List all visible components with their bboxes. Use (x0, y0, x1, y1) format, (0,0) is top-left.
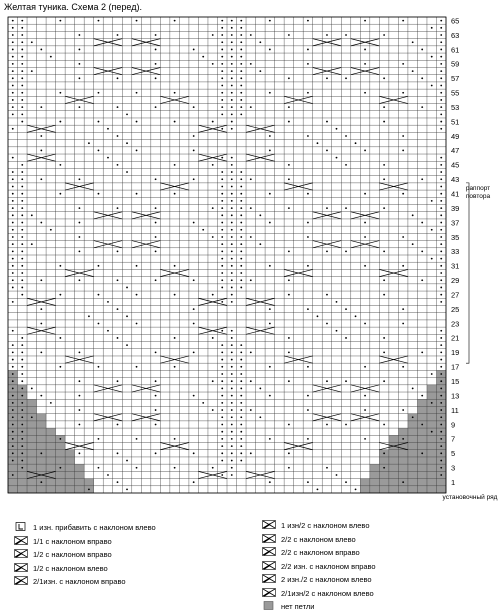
no-stitch-cell (65, 457, 75, 464)
legend-item (262, 573, 376, 587)
no-stitch-cell (427, 486, 437, 493)
row-number: 7 (451, 434, 456, 444)
legend-text: 2/2 изн. с наклоном вправо (281, 561, 376, 571)
legend-item (14, 521, 156, 535)
row-number: 49 (451, 131, 460, 141)
no-stitch-cell (46, 486, 56, 493)
no-stitch-cell (417, 428, 427, 435)
cross-2p-2-left-icon (262, 574, 281, 585)
no-stitch-cell (46, 479, 56, 486)
no-stitch-cell (37, 486, 47, 493)
no-stitch-cell (46, 457, 56, 464)
no-stitch-cell (46, 428, 56, 435)
no-stitch-cell (379, 457, 389, 464)
no-stitch-cell (370, 486, 380, 493)
row-number: 35 (451, 232, 460, 242)
no-stitch-cell (427, 457, 437, 464)
no-stitch-cell (360, 486, 370, 493)
chart-title: Желтая туника. Схема 2 (перед). (4, 2, 142, 12)
no-stitch-cell (18, 479, 28, 486)
cross-2-2-left-icon (262, 534, 281, 545)
repeat-bracket (466, 183, 469, 363)
cross-2-2-right-icon (262, 547, 281, 558)
no-stitch-cell (436, 486, 446, 493)
legend-item (14, 548, 156, 562)
legend-text: нет петли (281, 602, 315, 612)
row-number: 57 (451, 74, 460, 84)
legend-item (14, 562, 156, 576)
no-stitch-cell (417, 399, 427, 406)
no-stitch-cell (65, 450, 75, 457)
no-stitch-cell (379, 471, 389, 478)
no-stitch-cell (46, 443, 56, 450)
no-stitch-cell (27, 435, 37, 442)
no-stitch-cell (427, 450, 437, 457)
legend-text: 1/2 с наклоном влево (33, 563, 108, 573)
row-number: 43 (451, 175, 460, 185)
no-stitch-cell (417, 486, 427, 493)
row-number: 45 (451, 160, 460, 170)
no-stitch-cell (8, 486, 18, 493)
no-stitch-cell (427, 443, 437, 450)
no-stitch-cell (46, 464, 56, 471)
legend-item (262, 519, 376, 533)
legend-item (262, 560, 376, 574)
legend-item (262, 600, 376, 614)
no-stitch-cell (427, 385, 437, 392)
no-stitch-cell (389, 435, 399, 442)
legend-item (14, 535, 156, 549)
cross-2-1p-right-icon (14, 576, 33, 587)
legend-left (14, 521, 156, 589)
legend-text: 1/1 с наклоном вправо (33, 536, 112, 546)
no-stitch-cell (398, 428, 408, 435)
row-number: 55 (451, 88, 460, 98)
no-stitch-cell (27, 450, 37, 457)
no-stitch-cell (408, 486, 418, 493)
no-stitch-cell (417, 435, 427, 442)
no-stitch-cell (37, 457, 47, 464)
no-stitch-cell (427, 392, 437, 399)
row-number: 59 (451, 59, 460, 69)
no-stitch-cell (360, 479, 370, 486)
no-stitch-cell (398, 471, 408, 478)
row-number: 9 (451, 420, 456, 430)
legend-text: 2 изн./2 с наклоном влево (281, 575, 372, 585)
no-stitch-cell (417, 464, 427, 471)
no-stitch-cell (427, 435, 437, 442)
no-stitch-cell (37, 443, 47, 450)
no-stitch-cell (370, 464, 380, 471)
row-number: 17 (451, 362, 460, 372)
no-stitch-cell (398, 464, 408, 471)
no-stitch-cell (27, 464, 37, 471)
no-stitch-cell (427, 414, 437, 421)
no-stitch-cell (427, 464, 437, 471)
row-numbers (451, 16, 459, 487)
row-number: 27 (451, 290, 460, 300)
no-stitch-cell (370, 471, 380, 478)
legend-text: 2/1изн. с наклоном вправо (33, 577, 126, 587)
no-stitch-cell (389, 479, 399, 486)
no-stitch-cell (27, 428, 37, 435)
no-stitch-cell (84, 479, 94, 486)
legend-item (14, 575, 156, 589)
no-stitch-cell (408, 421, 418, 428)
no-stitch-cell (389, 486, 399, 493)
no-stitch-cell (56, 443, 66, 450)
no-stitch-cell (8, 479, 18, 486)
chart-grid (8, 17, 446, 493)
legend-text: 1 изн. прибавить с наклоном влево (33, 523, 156, 533)
increase-left-icon (14, 522, 33, 533)
no-stitch-cell (408, 450, 418, 457)
legend-text: 2/1изн/2 с наклоном влево (281, 588, 374, 598)
row-number: 1 (451, 477, 456, 487)
row-number: 15 (451, 377, 460, 387)
no-stitch-cell (37, 464, 47, 471)
no-stitch-cell (46, 450, 56, 457)
no-stitch-cell (389, 464, 399, 471)
no-stitch-cell (408, 435, 418, 442)
row-number: 47 (451, 146, 460, 156)
no-stitch-cell (408, 471, 418, 478)
legend-text: 1/2 с наклоном вправо (33, 550, 112, 560)
row-number: 23 (451, 319, 460, 329)
no-stitch-cell (389, 471, 399, 478)
no-stitch-cell (65, 479, 75, 486)
row-number: 19 (451, 348, 460, 358)
no-stitch-cell (56, 486, 66, 493)
row-number: 63 (451, 30, 460, 40)
no-stitch-cell (417, 457, 427, 464)
no-stitch-cell (46, 435, 56, 442)
no-stitch-cell (56, 471, 66, 478)
no-stitch-cell (27, 406, 37, 413)
setup-row-label: установочный ряд (442, 494, 498, 501)
no-stitch-cell (27, 443, 37, 450)
no-stitch-cell (398, 457, 408, 464)
row-number: 13 (451, 391, 460, 401)
no-stitch-cell (379, 486, 389, 493)
no-stitch-cell (37, 421, 47, 428)
no-stitch-cell (18, 471, 28, 478)
no-stitch-cell (427, 421, 437, 428)
no-stitch-cell (436, 479, 446, 486)
row-number: 21 (451, 333, 460, 343)
no-stitch-cell (417, 414, 427, 421)
row-number: 41 (451, 189, 460, 199)
no-stitch-cell (27, 399, 37, 406)
no-stitch-cell (389, 457, 399, 464)
no-stitch-cell (56, 479, 66, 486)
legend-item (262, 546, 376, 560)
no-stitch-cell (408, 464, 418, 471)
cross-1-1-right-icon (14, 536, 33, 547)
no-stitch-cell (18, 486, 28, 493)
no-stitch-cell (408, 479, 418, 486)
row-number: 33 (451, 247, 460, 257)
no-stitch-icon (262, 601, 281, 612)
row-number: 61 (451, 45, 460, 55)
row-number: 25 (451, 304, 460, 314)
no-stitch-cell (37, 428, 47, 435)
row-number: 31 (451, 261, 460, 271)
legend-item (262, 587, 376, 601)
no-stitch-cell (65, 486, 75, 493)
no-stitch-cell (370, 479, 380, 486)
row-number: 51 (451, 117, 460, 127)
cross-1-2-left-icon (14, 563, 33, 574)
no-stitch-cell (56, 450, 66, 457)
no-stitch-cell (27, 486, 37, 493)
cross-2-2p-right-icon (262, 561, 281, 572)
repeat-label: раппорт повтора (465, 185, 491, 200)
no-stitch-cell (408, 457, 418, 464)
no-stitch-cell (65, 471, 75, 478)
no-stitch-cell (389, 450, 399, 457)
legend-text: 1 изн/2 с наклоном влево (281, 521, 370, 531)
legend-item (262, 533, 376, 547)
no-stitch-cell (65, 464, 75, 471)
legend-text: 2/2 с наклоном вправо (281, 548, 360, 558)
legend-text: 2/2 с наклоном влево (281, 534, 356, 544)
no-stitch-cell (37, 414, 47, 421)
no-stitch-cell (417, 479, 427, 486)
no-stitch-cell (398, 486, 408, 493)
row-number: 3 (451, 463, 456, 473)
no-stitch-cell (417, 406, 427, 413)
row-number: 29 (451, 276, 460, 286)
no-stitch-cell (379, 479, 389, 486)
cross-1-2-right-icon (14, 549, 33, 560)
no-stitch-cell (56, 457, 66, 464)
legend-right (262, 519, 376, 614)
no-stitch-cell (75, 479, 85, 486)
no-stitch-cell (427, 479, 437, 486)
no-stitch-cell (408, 443, 418, 450)
no-stitch-cell (398, 450, 408, 457)
no-stitch-cell (408, 428, 418, 435)
no-stitch-cell (27, 457, 37, 464)
no-stitch-cell (75, 486, 85, 493)
no-stitch-cell (427, 406, 437, 413)
cross-1p-2-left-icon (262, 520, 281, 531)
no-stitch-cell (27, 421, 37, 428)
no-stitch-cell (417, 471, 427, 478)
no-stitch-cell (417, 443, 427, 450)
cross-2-1p-left-icon (262, 588, 281, 599)
no-stitch-cell (75, 471, 85, 478)
row-number: 39 (451, 203, 460, 213)
row-number: 11 (451, 405, 459, 415)
row-number: 53 (451, 102, 460, 112)
no-stitch-cell (27, 479, 37, 486)
row-number: 5 (451, 449, 456, 459)
row-number: 65 (451, 16, 460, 26)
no-stitch-cell (427, 471, 437, 478)
no-stitch-cell (8, 464, 18, 471)
row-number: 37 (451, 218, 460, 228)
no-stitch-cell (37, 435, 47, 442)
no-stitch-cell (75, 464, 85, 471)
